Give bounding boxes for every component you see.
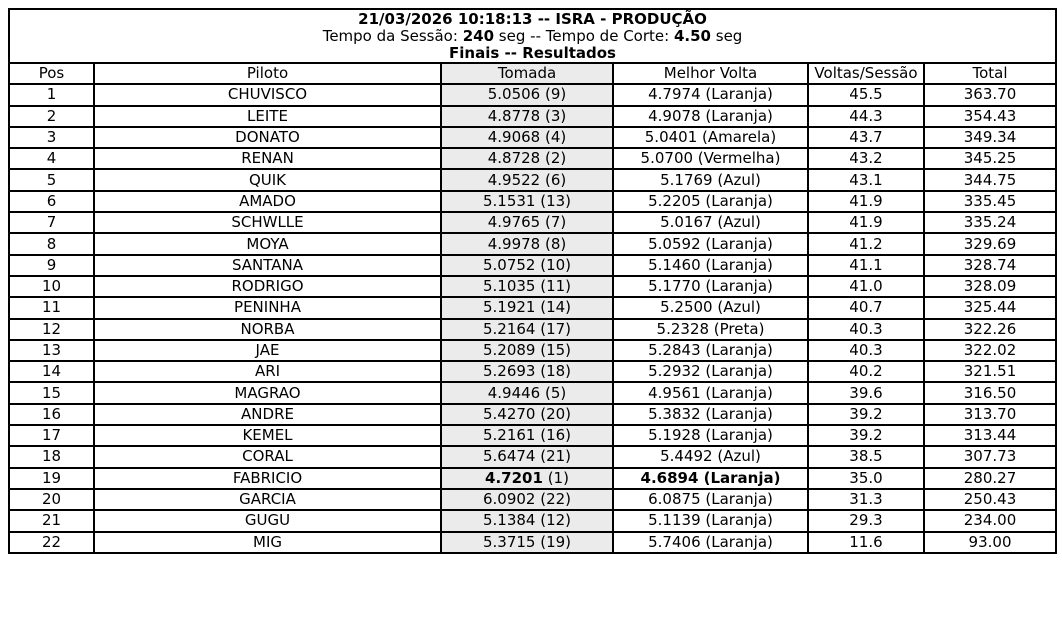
column-header-tomada: Tomada (441, 63, 613, 84)
cell-tomada: 5.2089 (15) (441, 340, 613, 361)
cell-piloto: ANDRE (94, 404, 441, 425)
cell-melhor-volta: 5.4492 (Azul) (613, 446, 808, 467)
table-row (9, 276, 1056, 297)
cell-melhor-volta: 5.1769 (Azul) (613, 169, 808, 190)
results-table (8, 8, 1057, 554)
cell-pos: 20 (9, 489, 94, 510)
stage-line (10, 45, 1055, 62)
cell-voltas-sessao: 31.3 (808, 489, 924, 510)
cell-melhor-volta: 5.2932 (Laranja) (613, 361, 808, 382)
cell-melhor-volta: 5.3832 (Laranja) (613, 404, 808, 425)
cell-voltas-sessao: 39.2 (808, 425, 924, 446)
cell-voltas-sessao: 35.0 (808, 468, 924, 489)
cell-voltas-sessao: 41.2 (808, 233, 924, 254)
table-row (9, 446, 1056, 467)
cell-pos: 5 (9, 169, 94, 190)
cell-melhor-volta: 5.2843 (Laranja) (613, 340, 808, 361)
table-row (9, 510, 1056, 531)
table-row (9, 127, 1056, 148)
cell-pos: 22 (9, 532, 94, 553)
event-name: ISRA - PRODUÇÃO (555, 10, 707, 28)
cell-voltas-sessao: 41.9 (808, 212, 924, 233)
cell-pos: 18 (9, 446, 94, 467)
cell-voltas-sessao: 40.3 (808, 340, 924, 361)
session-times-line (10, 28, 1055, 45)
title-row (9, 9, 1056, 63)
cell-voltas-sessao: 40.2 (808, 361, 924, 382)
table-row (9, 532, 1056, 553)
table-row (9, 468, 1056, 489)
cell-piloto: NORBA (94, 319, 441, 340)
cell-total: 322.02 (924, 340, 1056, 361)
cell-piloto: FABRICIO (94, 468, 441, 489)
column-header-pos: Pos (9, 63, 94, 84)
cell-tomada: 4.9978 (8) (441, 233, 613, 254)
cell-piloto: MAGRAO (94, 382, 441, 403)
cell-voltas-sessao: 39.6 (808, 382, 924, 403)
cell-pos: 21 (9, 510, 94, 531)
cell-tomada: 5.1921 (14) (441, 297, 613, 318)
cell-piloto: AMADO (94, 191, 441, 212)
cell-tomada: 5.4270 (20) (441, 404, 613, 425)
cell-melhor-volta: 4.7974 (Laranja) (613, 84, 808, 105)
separator: -- (530, 27, 541, 45)
cell-piloto: DONATO (94, 127, 441, 148)
session-header (9, 9, 1056, 63)
cell-tomada: 5.1531 (13) (441, 191, 613, 212)
stage-name: Finais (449, 44, 500, 62)
session-time-value: 240 (462, 27, 495, 45)
cell-voltas-sessao: 43.2 (808, 148, 924, 169)
cell-pos: 11 (9, 297, 94, 318)
cell-pos: 12 (9, 319, 94, 340)
cut-time-unit: seg (715, 27, 743, 45)
cell-piloto: CORAL (94, 446, 441, 467)
cell-tomada: 4.9765 (7) (441, 212, 613, 233)
cell-total: 250.43 (924, 489, 1056, 510)
cell-voltas-sessao: 29.3 (808, 510, 924, 531)
cell-melhor-volta: 5.2500 (Azul) (613, 297, 808, 318)
cell-voltas-sessao: 11.6 (808, 532, 924, 553)
cell-piloto: MIG (94, 532, 441, 553)
cell-tomada: 5.2161 (16) (441, 425, 613, 446)
cell-total: 344.75 (924, 169, 1056, 190)
session-time-label: Tempo da Sessão: (322, 27, 458, 45)
cell-voltas-sessao: 43.7 (808, 127, 924, 148)
cell-piloto: RENAN (94, 148, 441, 169)
cell-total: 363.70 (924, 84, 1056, 105)
cell-piloto: GUGU (94, 510, 441, 531)
cell-pos: 15 (9, 382, 94, 403)
cell-piloto: RODRIGO (94, 276, 441, 297)
column-header-voltas-sessao: Voltas/Sessão (808, 63, 924, 84)
cell-total: 321.51 (924, 361, 1056, 382)
cell-melhor-volta: 5.0167 (Azul) (613, 212, 808, 233)
results-body (9, 84, 1056, 553)
cell-voltas-sessao: 43.1 (808, 169, 924, 190)
cell-piloto: MOYA (94, 233, 441, 254)
cell-melhor-volta: 5.1460 (Laranja) (613, 255, 808, 276)
table-row (9, 319, 1056, 340)
session-datetime: 21/03/2026 10:18:13 (358, 10, 533, 28)
cell-piloto: JAE (94, 340, 441, 361)
cell-melhor-volta: 4.9561 (Laranja) (613, 382, 808, 403)
cell-melhor-volta: 5.0401 (Amarela) (613, 127, 808, 148)
cell-piloto: GARCIA (94, 489, 441, 510)
cell-pos: 1 (9, 84, 94, 105)
cell-voltas-sessao: 40.3 (808, 319, 924, 340)
cell-voltas-sessao: 45.5 (808, 84, 924, 105)
cell-voltas-sessao: 41.0 (808, 276, 924, 297)
cell-total: 328.09 (924, 276, 1056, 297)
table-row (9, 148, 1056, 169)
table-row (9, 489, 1056, 510)
session-time-unit: seg (498, 27, 526, 45)
cut-time-value: 4.50 (673, 27, 711, 45)
cell-piloto: KEMEL (94, 425, 441, 446)
cell-total: 335.45 (924, 191, 1056, 212)
cell-pos: 19 (9, 468, 94, 489)
cell-melhor-volta: 5.1139 (Laranja) (613, 510, 808, 531)
cell-pos: 9 (9, 255, 94, 276)
cell-total: 313.70 (924, 404, 1056, 425)
cell-melhor-volta: 5.1928 (Laranja) (613, 425, 808, 446)
event-title-line (10, 11, 1055, 28)
cell-tomada: 4.9446 (5) (441, 382, 613, 403)
cell-tomada (441, 468, 613, 489)
table-row (9, 191, 1056, 212)
cell-total: 329.69 (924, 233, 1056, 254)
cell-piloto: ARI (94, 361, 441, 382)
cell-total: 316.50 (924, 382, 1056, 403)
cell-piloto: PENINHA (94, 297, 441, 318)
table-row (9, 382, 1056, 403)
table-row (9, 425, 1056, 446)
column-header-piloto: Piloto (94, 63, 441, 84)
cell-total: 93.00 (924, 532, 1056, 553)
cell-tomada: 6.0902 (22) (441, 489, 613, 510)
stage-subtitle: Resultados (522, 44, 616, 62)
cell-melhor-volta: 4.9078 (Laranja) (613, 106, 808, 127)
best-qualifying-time: 4.7201 (485, 468, 543, 487)
cell-pos: 16 (9, 404, 94, 425)
column-header-melhor-volta: Melhor Volta (613, 63, 808, 84)
cell-melhor-volta: 6.0875 (Laranja) (613, 489, 808, 510)
cell-melhor-volta: 5.1770 (Laranja) (613, 276, 808, 297)
cell-total: 349.34 (924, 127, 1056, 148)
cell-tomada: 5.6474 (21) (441, 446, 613, 467)
cell-pos: 6 (9, 191, 94, 212)
qualifying-rank: (1) (547, 468, 569, 487)
cut-time-label: Tempo de Corte: (545, 27, 670, 45)
cell-pos: 2 (9, 106, 94, 127)
cell-piloto: QUIK (94, 169, 441, 190)
cell-voltas-sessao: 39.2 (808, 404, 924, 425)
cell-tomada: 4.8728 (2) (441, 148, 613, 169)
table-row (9, 340, 1056, 361)
table-row (9, 255, 1056, 276)
cell-tomada: 4.8778 (3) (441, 106, 613, 127)
table-row (9, 297, 1056, 318)
cell-pos: 4 (9, 148, 94, 169)
cell-total: 354.43 (924, 106, 1056, 127)
cell-tomada: 5.2164 (17) (441, 319, 613, 340)
cell-piloto: SCHWLLE (94, 212, 441, 233)
cell-pos: 14 (9, 361, 94, 382)
cell-total: 322.26 (924, 319, 1056, 340)
cell-total: 307.73 (924, 446, 1056, 467)
table-row (9, 212, 1056, 233)
cell-melhor-volta: 5.7406 (Laranja) (613, 532, 808, 553)
cell-total: 335.24 (924, 212, 1056, 233)
separator: -- (537, 10, 551, 28)
cell-pos: 13 (9, 340, 94, 361)
cell-melhor-volta: 4.6894 (Laranja) (613, 468, 808, 489)
cell-pos: 3 (9, 127, 94, 148)
cell-total: 234.00 (924, 510, 1056, 531)
table-row (9, 404, 1056, 425)
cell-pos: 10 (9, 276, 94, 297)
cell-melhor-volta: 5.2328 (Preta) (613, 319, 808, 340)
cell-total: 280.27 (924, 468, 1056, 489)
cell-tomada: 5.1384 (12) (441, 510, 613, 531)
cell-pos: 7 (9, 212, 94, 233)
cell-voltas-sessao: 41.1 (808, 255, 924, 276)
cell-total: 345.25 (924, 148, 1056, 169)
table-row (9, 84, 1056, 105)
cell-tomada: 5.2693 (18) (441, 361, 613, 382)
cell-melhor-volta: 5.0592 (Laranja) (613, 233, 808, 254)
cell-total: 328.74 (924, 255, 1056, 276)
cell-tomada: 4.9068 (4) (441, 127, 613, 148)
cell-melhor-volta: 5.0700 (Vermelha) (613, 148, 808, 169)
cell-tomada: 5.3715 (19) (441, 532, 613, 553)
cell-total: 325.44 (924, 297, 1056, 318)
cell-tomada: 5.0506 (9) (441, 84, 613, 105)
cell-voltas-sessao: 38.5 (808, 446, 924, 467)
table-row (9, 233, 1056, 254)
cell-tomada: 4.9522 (6) (441, 169, 613, 190)
cell-voltas-sessao: 44.3 (808, 106, 924, 127)
cell-tomada: 5.0752 (10) (441, 255, 613, 276)
table-row (9, 361, 1056, 382)
table-row (9, 106, 1056, 127)
cell-piloto: CHUVISCO (94, 84, 441, 105)
cell-voltas-sessao: 41.9 (808, 191, 924, 212)
cell-melhor-volta: 5.2205 (Laranja) (613, 191, 808, 212)
cell-pos: 8 (9, 233, 94, 254)
cell-total: 313.44 (924, 425, 1056, 446)
cell-tomada: 5.1035 (11) (441, 276, 613, 297)
cell-piloto: LEITE (94, 106, 441, 127)
table-row (9, 169, 1056, 190)
cell-pos: 17 (9, 425, 94, 446)
column-header-row (9, 63, 1056, 84)
separator: -- (504, 44, 517, 62)
column-header-total: Total (924, 63, 1056, 84)
cell-piloto: SANTANA (94, 255, 441, 276)
cell-voltas-sessao: 40.7 (808, 297, 924, 318)
